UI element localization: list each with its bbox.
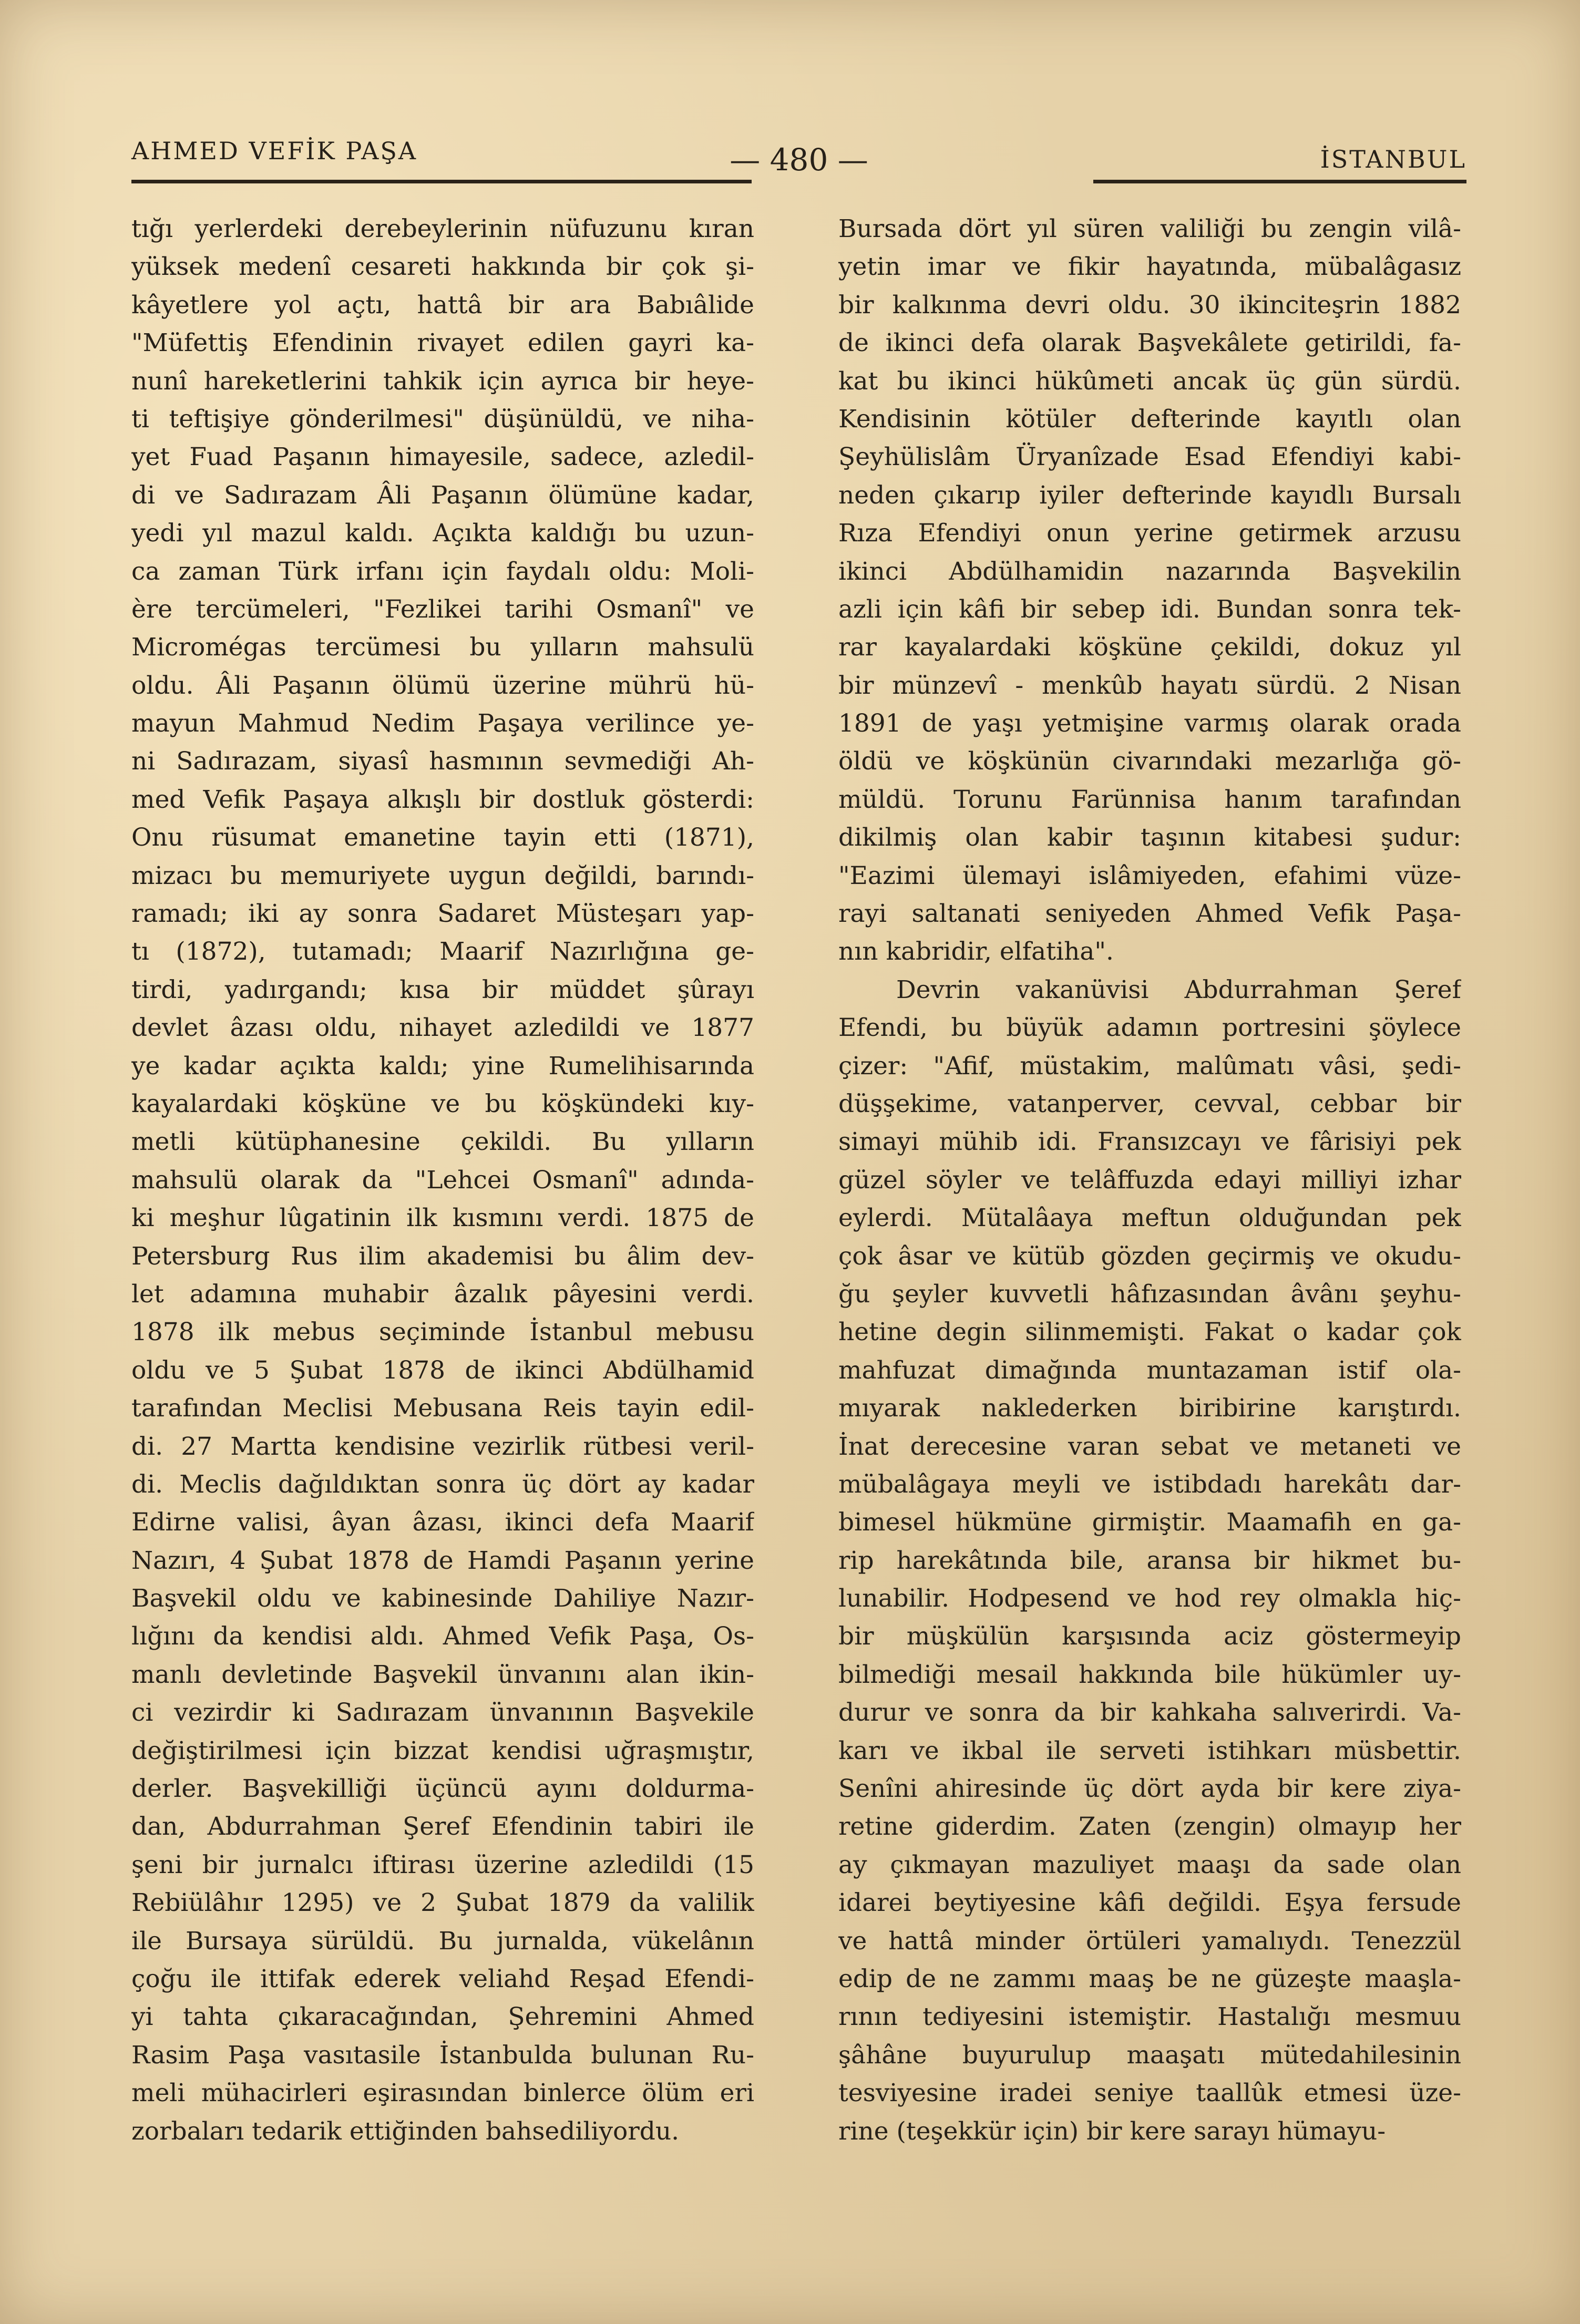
text-line: rar kayalardaki köşküne çekildi, dokuz yıl	[838, 633, 1461, 662]
text-line: hetine degin silinmemişti. Fakat o kadar çok	[838, 1318, 1461, 1347]
text-line: Devrin vakanüvisi Abdurrahman Şeref	[896, 975, 1461, 1004]
text-line: let adamına muhabir âzalık pâyesini verdi.	[131, 1279, 754, 1309]
text-line: Rıza Efendiyi onun yerine getirmek arzusu	[838, 519, 1461, 548]
header-section: İSTANBUL	[1320, 145, 1466, 173]
text-line: tesviyesine iradei seniye taallûk etmesi üze-	[838, 2079, 1461, 2108]
text-line: yüksek medenî cesareti hakkında bir çok şi-	[131, 252, 754, 282]
text-line: rayi saltanati seniyeden Ahmed Vefik Paşa-	[838, 899, 1461, 929]
text-line: düşşekime, vatanperver, cevval, cebbar bir	[838, 1089, 1461, 1118]
text-line: mahfuzat dimağında muntazaman istif ola-	[838, 1355, 1461, 1385]
text-line: simayi mühib idi. Fransızcayı ve fârisiyi pek	[838, 1127, 1461, 1157]
text-line: nunî hareketlerini tahkik için ayrıca bir heye-	[131, 366, 754, 396]
text-line: eylerdi. Mütalâaya meftun olduğundan pek	[838, 1204, 1461, 1233]
text-line: ni Sadırazam, siyasî hasmının sevmediği Ah-	[131, 747, 754, 776]
text-line: Şeyhülislâm Üryanîzade Esad Efendiyi kabi-	[838, 443, 1461, 472]
text-line: di. 27 Martta kendisine vezirlik rütbesi veril-	[131, 1432, 754, 1461]
text-line: neden çıkarıp iyiler defterinde kayıdlı Bursalı	[838, 480, 1461, 510]
text-line: rine (teşekkür için) bir kere sarayı hümayu-	[838, 2116, 1386, 2146]
text-line: zorbaları tedarik ettiğinden bahsediliyordu.	[131, 2116, 680, 2146]
text-line: çizer: "Afif, müstakim, malûmatı vâsi, şedi-	[838, 1051, 1461, 1081]
text-line: edip de ne zammı maaş be ne güzeşte maaşla-	[838, 1964, 1461, 1993]
text-line: di. Meclis dağıldıktan sonra üç dört ay kadar	[131, 1469, 754, 1499]
text-line: manlı devletinde Başvekil ünvanını alan ikin-	[131, 1660, 754, 1689]
text-line: Nazırı, 4 Şubat 1878 de Hamdi Paşanın yerine	[131, 1546, 754, 1575]
text-line: ikinci Abdülhamidin nazarında Başvekilin	[838, 557, 1461, 586]
text-line: mübalâgaya meyli ve istibdadı harekâtı dar-	[838, 1469, 1461, 1499]
text-line: yi tahta çıkaracağından, Şehremini Ahmed	[131, 2002, 754, 2032]
left-column	[131, 210, 754, 2151]
text-line: bir kalkınma devri oldu. 30 ikinciteşrin 1882	[838, 290, 1461, 320]
text-line: kat bu ikinci hükûmeti ancak üç gün sürdü.	[838, 366, 1461, 396]
text-line: Edirne valisi, âyan âzası, ikinci defa Maarif	[131, 1508, 754, 1537]
text-line: Başvekil oldu ve kabinesinde Dahiliye Nazır-	[131, 1584, 754, 1613]
text-line: bilmediği mesail hakkında bile hükümler uy-	[838, 1660, 1461, 1689]
text-line: karı ve ikbal ile serveti istihkarı müsbettir.	[838, 1736, 1461, 1765]
text-line: kâyetlere yol açtı, hattâ bir ara Babıâlide	[131, 290, 754, 320]
text-line: metli kütüphanesine çekildi. Bu yılların	[131, 1127, 754, 1157]
text-line: rının tediyesini istemiştir. Hastalığı mesmuu	[838, 2002, 1461, 2032]
text-line: müldü. Torunu Farünnisa hanım tarafından	[838, 785, 1461, 814]
text-line: idarei beytiyesine kâfi değildi. Eşya fersude	[838, 1888, 1461, 1918]
text-line: "Eazimi ülemayi islâmiyeden, efahimi vüze-	[838, 861, 1461, 890]
text-line: Micromégas tercümesi bu yılların mahsulü	[131, 633, 754, 662]
text-line: oldu ve 5 Şubat 1878 de ikinci Abdülhamid	[131, 1355, 754, 1385]
text-line: ay çıkmayan mazuliyet maaşı da sade olan	[838, 1850, 1461, 1879]
text-line: durur ve sonra da bir kahkaha salıverirdi. Va-	[838, 1698, 1461, 1727]
text-line: Efendi, bu büyük adamın portresini şöylece	[838, 1013, 1461, 1043]
text-line: Kendisinin kötüler defterinde kayıtlı olan	[838, 404, 1461, 434]
text-line: kayalardaki köşküne ve bu köşkündeki kıy-	[131, 1089, 754, 1118]
text-line: nın kabridir, elfatiha".	[838, 937, 1114, 966]
text-line: ğu şeyler kuvvetli hâfızasından âvânı şeyhu-	[838, 1279, 1461, 1309]
text-line: güzel söyler ve telâffuzda edayi milliyi izhar	[838, 1165, 1461, 1195]
text-line: tirdi, yadırgandı; kısa bir müddet şûrayı	[131, 975, 754, 1004]
text-line: yetin imar ve fikir hayatında, mübalâgasız	[838, 252, 1461, 282]
text-line: çok âsar ve kütüb gözden geçirmiş ve okudu-	[838, 1241, 1461, 1271]
text-line: ci vezirdir ki Sadırazam ünvanının Başvekile	[131, 1698, 754, 1727]
text-line: ye kadar açıkta kaldı; yine Rumelihisarında	[131, 1051, 754, 1081]
text-line: Rasim Paşa vasıtasile İstanbulda bulunan Ru-	[131, 2040, 754, 2070]
text-line: bimesel hükmüne girmiştir. Maamafih en ga-	[838, 1508, 1461, 1537]
text-line: 1891 de yaşı yetmişine varmış olarak orada	[838, 709, 1461, 738]
text-line: Bursada dört yıl süren valiliği bu zengin vilâ-	[838, 214, 1461, 243]
text-line: Senîni ahiresinde üç dört ayda bir kere ziya-	[838, 1774, 1461, 1804]
text-line: Petersburg Rus ilim akademisi bu âlim dev-	[131, 1241, 754, 1271]
text-line: yet Fuad Paşanın himayesile, sadece, azledil-	[131, 443, 754, 472]
right-column	[838, 210, 1461, 2151]
text-line: Onu rüsumat emanetine tayin etti (1871),	[131, 823, 754, 852]
text-line: med Vefik Paşaya alkışlı bir dostluk gösterdi:	[131, 785, 754, 814]
text-line: ère tercümeleri, "Fezlikei tarihi Osmanî" ve	[131, 594, 754, 624]
text-line: öldü ve köşkünün civarındaki mezarlığa gö-	[838, 747, 1461, 776]
header-author: AHMED VEFİK PAŞA	[131, 137, 418, 165]
text-line: mayun Mahmud Nedim Paşaya verilince ye-	[131, 709, 754, 738]
text-line: ti teftişiye gönderilmesi" düşünüldü, ve niha-	[131, 404, 754, 434]
header-rule-left	[131, 180, 752, 183]
text-line: "Müfettiş Efendinin rivayet edilen gayri ka-	[131, 328, 754, 358]
text-line: tı (1872), tutamadı; Maarif Nazırlığına ge-	[131, 937, 754, 966]
page-number: — 480 —	[730, 142, 868, 178]
text-line: mıyarak naklederken biribirine karıştırdı.	[838, 1394, 1461, 1423]
text-line: ki meşhur lûgatinin ilk kısmını verdi. 1875 de	[131, 1204, 754, 1233]
running-head	[131, 131, 1466, 184]
text-line: mahsulü olarak da "Lehcei Osmanî" adında-	[131, 1165, 754, 1195]
text-line: tığı yerlerdeki derebeylerinin nüfuzunu kıran	[131, 214, 754, 243]
text-line: değiştirilmesi için bizzat kendisi uğraşmıştır,	[131, 1736, 754, 1765]
text-line: lunabilir. Hodpesend ve hod rey olmakla hiç-	[838, 1584, 1461, 1613]
text-line: tarafından Meclisi Mebusana Reis tayin edil-	[131, 1394, 754, 1423]
text-line: de ikinci defa olarak Başvekâlete getirildi, fa-	[838, 328, 1461, 358]
text-line: azli için kâfi bir sebep idi. Bundan sonra tek-	[838, 594, 1461, 624]
text-line: retine giderdim. Zaten (zengin) olmayıp her	[838, 1812, 1461, 1842]
text-line: ile Bursaya sürüldü. Bu jurnalda, vükelânın	[131, 1926, 754, 1956]
text-line: lığını da kendisi aldı. Ahmed Vefik Paşa, Os-	[131, 1622, 754, 1651]
text-columns	[131, 210, 1466, 2207]
text-line: ve hattâ minder örtüleri yamalıydı. Tenezzül	[838, 1926, 1461, 1956]
text-line: ramadı; iki ay sonra Sadaret Müsteşarı yap-	[131, 899, 754, 929]
text-line: 1878 ilk mebus seçiminde İstanbul mebusu	[131, 1318, 754, 1347]
text-line: mizacı bu memuriyete uygun değildi, barındı-	[131, 861, 754, 890]
text-line: şeni bir jurnalcı iftirası üzerine azledildi (15	[131, 1850, 754, 1879]
text-line: İnat derecesine varan sebat ve metaneti ve	[838, 1432, 1461, 1461]
text-line: meli mühacirleri eşirasından binlerce ölüm eri	[131, 2079, 754, 2108]
text-line: oldu. Âli Paşanın ölümü üzerine mührü hü-	[131, 671, 754, 700]
text-line: devlet âzası oldu, nihayet azledildi ve 1877	[131, 1013, 754, 1043]
header-rule-right	[1093, 180, 1466, 183]
text-line: dan, Abdurrahman Şeref Efendinin tabiri ile	[131, 1812, 754, 1842]
text-line: yedi yıl mazul kaldı. Açıkta kaldığı bu uzun-	[131, 519, 754, 548]
text-line: di ve Sadırazam Âli Paşanın ölümüne kadar,	[131, 480, 754, 510]
text-line: çoğu ile ittifak ederek veliahd Reşad Efendi-	[131, 1964, 754, 1993]
text-line: dikilmiş olan kabir taşının kitabesi şudur:	[838, 823, 1461, 852]
text-line: bir müşkülün karşısında aciz göstermeyip	[838, 1622, 1461, 1651]
text-line: bir münzevî - menkûb hayatı sürdü. 2 Nisan	[838, 671, 1461, 700]
text-line: Rebiülâhır 1295) ve 2 Şubat 1879 da valilik	[131, 1888, 754, 1918]
text-line: şâhâne buyurulup maaşatı mütedahilesinin	[838, 2040, 1461, 2070]
text-line: rip harekâtında bile, aransa bir hikmet bu-	[838, 1546, 1461, 1575]
text-line: derler. Başvekilliği üçüncü ayını doldurma-	[131, 1774, 754, 1804]
text-line: ca zaman Türk irfanı için faydalı oldu: Moli-	[131, 557, 754, 586]
